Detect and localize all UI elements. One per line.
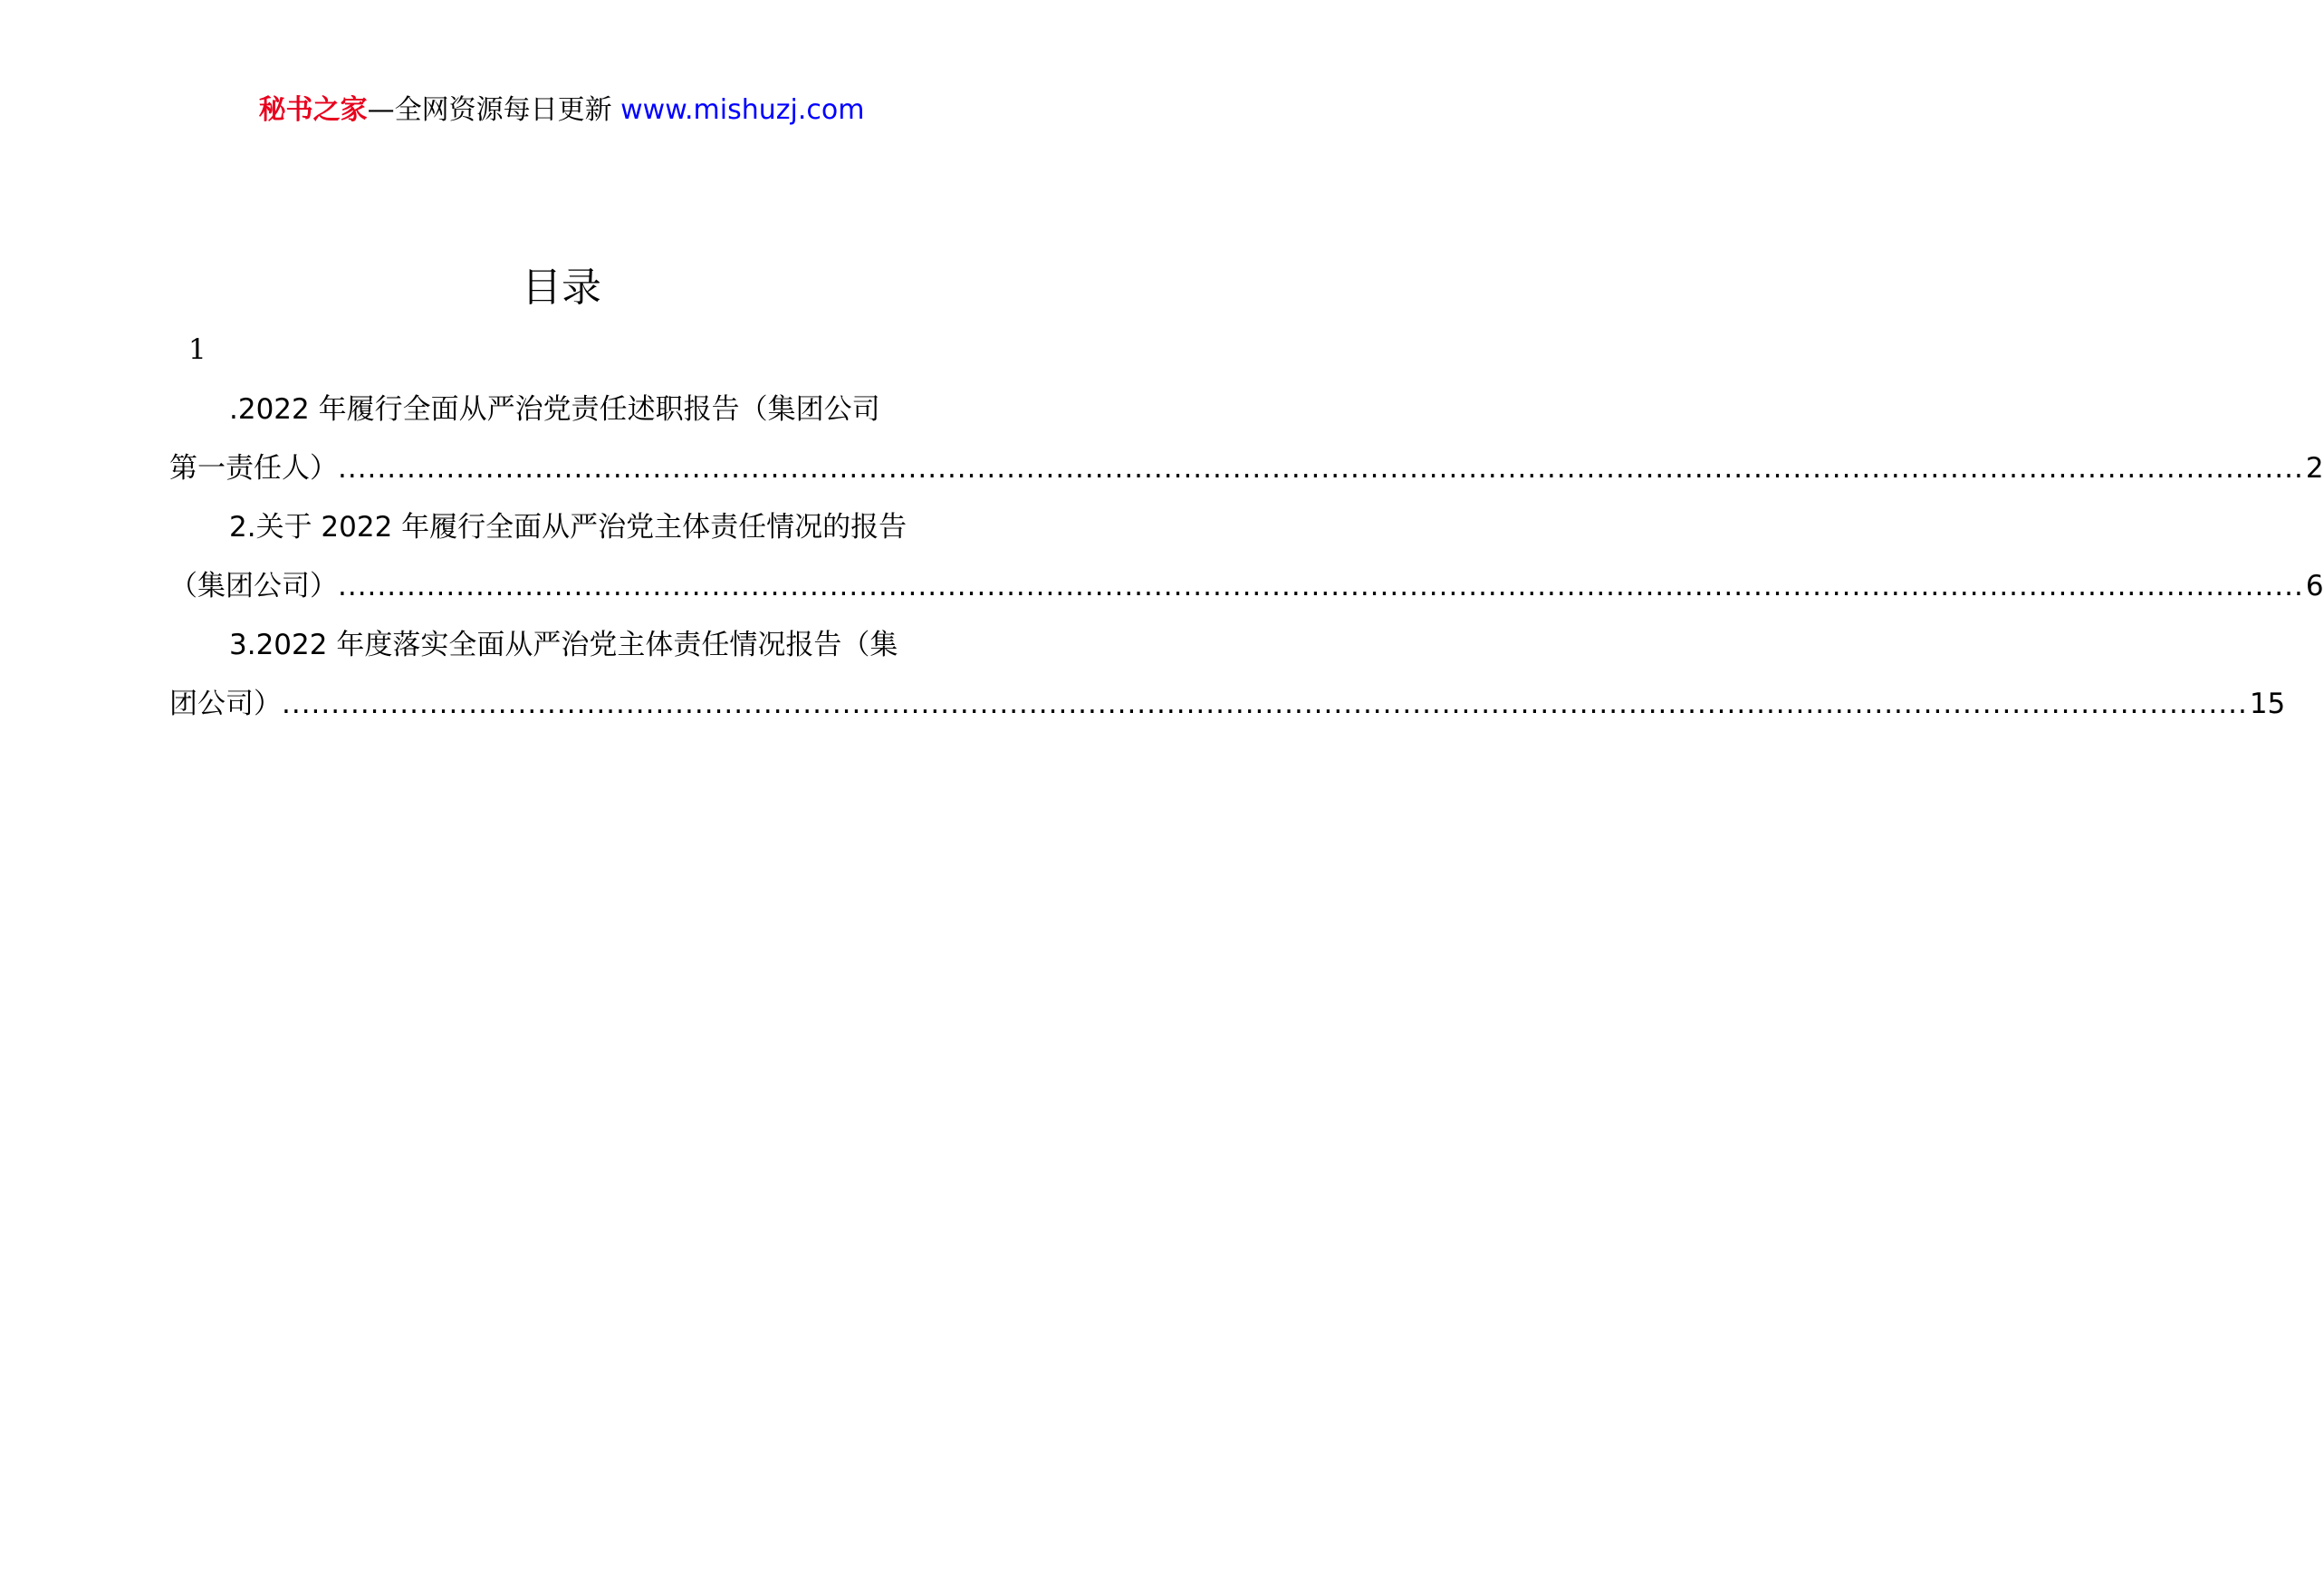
header-tagline: —全网资源每日更新: [367, 94, 621, 126]
toc-number: 1: [188, 333, 206, 366]
dot-leader: ........................................................................................................................................................................................................: [338, 452, 2304, 485]
toc-entry-line: [169, 557, 2324, 616]
toc-entry-1[interactable]: [169, 380, 2324, 498]
dot-leader: ........................................................................................................................................................................................................: [338, 570, 2304, 602]
page-header: [0, 92, 1123, 129]
brand-name: 秘书之家: [258, 94, 368, 126]
toc-entry-title: 2.关于 2022 年履行全面从严治党主体责任情况的报告: [229, 511, 908, 544]
dot-leader: ........................................................................................................................................................................................................: [282, 688, 2248, 720]
toc-entry-title: .2022 年履行全面从严治党责任述职报告（集团公司: [229, 393, 880, 426]
site-url-link[interactable]: www.mishuzj.com: [620, 94, 865, 126]
toc-entry-title-cont: 第一责任人）: [169, 452, 338, 485]
toc-entry-3[interactable]: [169, 616, 2286, 734]
toc-entry-title: 3.2022 年度落实全面从严治党主体责任情况报告（集: [229, 629, 898, 661]
toc-page-number: 2: [2305, 452, 2324, 485]
toc-entry-title-cont: （集团公司）: [169, 570, 338, 602]
table-of-contents: [169, 380, 2324, 734]
toc-page-number: 15: [2249, 688, 2286, 720]
toc-entry-2[interactable]: [169, 498, 2324, 616]
page-title: 目录: [522, 265, 601, 311]
toc-page-number: 6: [2305, 570, 2324, 602]
toc-entry-title-cont: 团公司）: [169, 688, 282, 720]
toc-entry-line: [169, 675, 2286, 734]
toc-entry-line: [169, 439, 2324, 498]
